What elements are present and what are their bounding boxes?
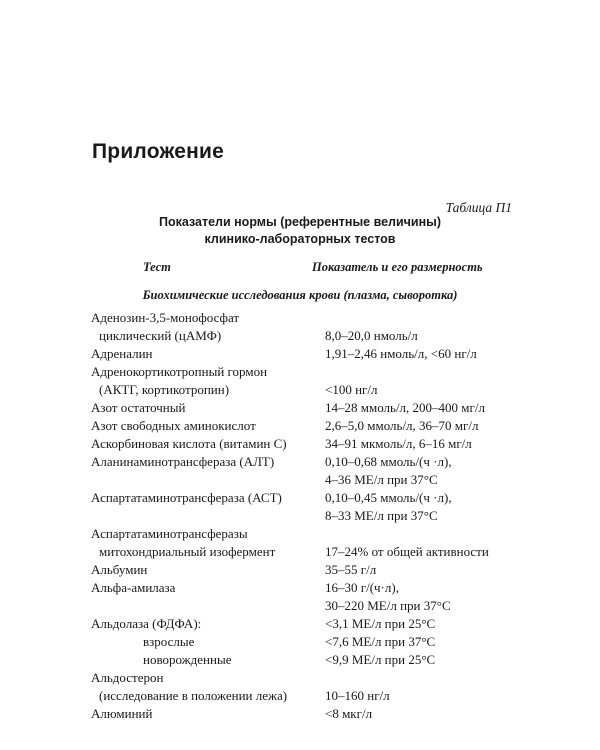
- table-row: [91, 579, 521, 597]
- reference-value: 0,10–0,68 ммоль/(ч ·л),: [325, 454, 452, 469]
- table-row: [91, 399, 521, 417]
- table-row: [91, 687, 521, 705]
- test-name: Алюминий: [91, 706, 153, 721]
- reference-value: 4–36 МЕ/л при 37°С: [325, 472, 438, 487]
- table-row: [91, 633, 521, 651]
- reference-value: 8,0–20,0 нмоль/л: [325, 328, 418, 343]
- table-row: [91, 543, 521, 561]
- reference-value: 30–220 МЕ/л при 37°С: [325, 598, 451, 613]
- table-row: [91, 525, 521, 543]
- table-row: [91, 417, 521, 435]
- reference-value: 0,10–0,45 ммоль/(ч ·л),: [325, 490, 452, 505]
- test-name: Аланинаминотрансфераза (АЛТ): [91, 454, 275, 469]
- column-header-value: Показатель и его размерность: [312, 260, 483, 274]
- table-row: [91, 651, 521, 669]
- table-row: [91, 489, 521, 507]
- table-row: [91, 309, 521, 327]
- test-name: взрослые: [143, 634, 195, 649]
- test-name: Адреналин: [91, 346, 153, 361]
- reference-value: 8–33 МЕ/л при 37°С: [325, 508, 438, 523]
- test-name: циклический (цАМФ): [99, 328, 222, 343]
- test-name: Альдолаза (ФДФА):: [91, 616, 202, 631]
- test-name: (АКТГ, кортикотропин): [99, 382, 230, 397]
- test-name: (исследование в положении лежа): [99, 688, 288, 703]
- table-number: Таблица П1: [445, 200, 512, 215]
- reference-value: <3,1 МЕ/л при 25°С: [325, 616, 436, 631]
- test-name: Аспартатаминотрансфераза (АСТ): [91, 490, 282, 505]
- reference-value: 14–28 ммоль/л, 200–400 мг/л: [325, 400, 485, 415]
- table-row: [91, 345, 521, 363]
- table-row: [91, 453, 521, 471]
- table-row: [91, 561, 521, 579]
- table-row: [91, 363, 521, 381]
- reference-value: 34–91 мкмоль/л, 6–16 мг/л: [325, 436, 472, 451]
- reference-value: 17–24% от общей активности: [325, 544, 489, 559]
- caption-line-2: клинико-лабораторных тестов: [204, 231, 396, 246]
- reference-value: 10–160 нг/л: [325, 688, 390, 703]
- column-header-test: Тест: [143, 260, 171, 274]
- table-row: [91, 615, 521, 633]
- table-row: [91, 435, 521, 453]
- test-name: Аспартатаминотрансферазы: [91, 526, 248, 541]
- test-name: Азот свободных аминокислот: [91, 418, 256, 433]
- caption-line-1: Показатели нормы (референтные величины): [158, 215, 441, 229]
- table-caption: [90, 214, 510, 247]
- reference-value: <100 нг/л: [325, 382, 378, 397]
- test-name: Альдостерон: [91, 670, 164, 685]
- table-row: [91, 471, 521, 489]
- test-name: Аденозин-3,5-монофосфат: [91, 310, 240, 325]
- reference-table: [91, 309, 521, 723]
- reference-value: 2,6–5,0 ммоль/л, 36–70 мг/л: [325, 418, 479, 433]
- table-row: [91, 381, 521, 399]
- reference-value: 16–30 г/(ч·л),: [325, 580, 399, 595]
- test-name: новорожденные: [143, 652, 232, 667]
- reference-value: 1,91–2,46 нмоль/л, <60 нг/л: [325, 346, 477, 361]
- reference-value: <9,9 МЕ/л при 25°С: [325, 652, 436, 667]
- table-row: [91, 705, 521, 723]
- test-name: Адренокортикотропный гормон: [91, 364, 268, 379]
- reference-value: <7,6 МЕ/л при 37°С: [325, 634, 436, 649]
- page-title: Приложение: [92, 140, 225, 163]
- reference-value: <8 мкг/л: [325, 706, 373, 721]
- test-name: митохондриальный изофермент: [99, 544, 276, 559]
- table-row: [91, 507, 521, 525]
- test-name: Аскорбиновая кислота (витамин С): [91, 436, 287, 451]
- table-row: [91, 669, 521, 687]
- reference-value: 35–55 г/л: [325, 562, 377, 577]
- table-row: [91, 327, 521, 345]
- test-name: Альбумин: [91, 562, 148, 577]
- test-name: Азот остаточный: [91, 400, 186, 415]
- test-name: Альфа-амилаза: [91, 580, 176, 595]
- table-row: [91, 597, 521, 615]
- section-title: Биохимические исследования крови (плазма, сыворотка): [142, 288, 458, 302]
